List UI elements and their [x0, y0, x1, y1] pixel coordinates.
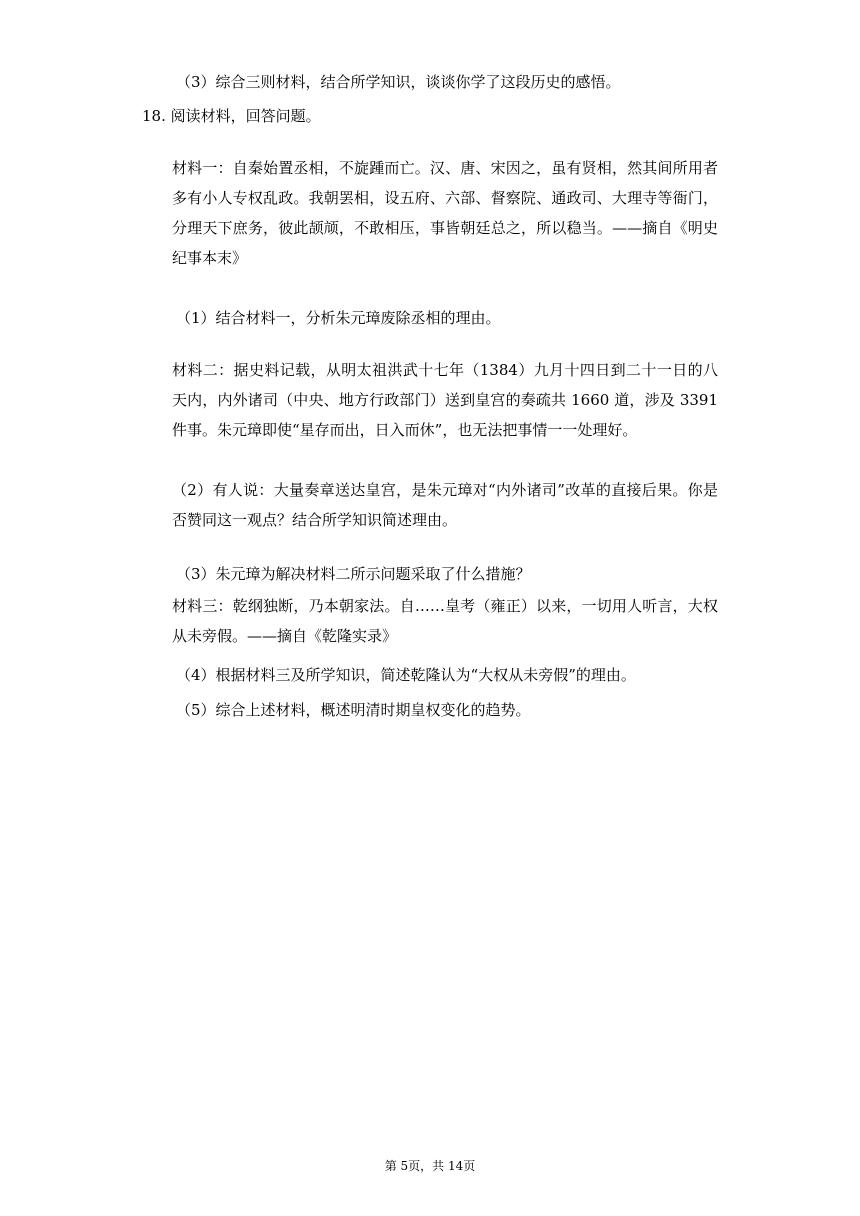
sub-question-3: （3）朱元璋为解决材料二所示问题采取了什么措施？: [176, 565, 531, 583]
page-number-footer: 第 5页，共 14页: [384, 1159, 476, 1173]
sub-question-1: （1）结合材料一，分析朱元璋废除丞相的理由。: [176, 309, 501, 327]
sub-question-5: （5）综合上述材料，概述明清时期皇权变化的趋势。: [176, 701, 531, 719]
material-1-text: 材料一：自秦始置丞相，不旋踵而亡。汉、唐、宋因之，虽有贤相，然其间所用者多有小人专权乱政。我朝罢相，设五府、六部、督察院、通政司、大理寺等衙门，分理天下庶务，彼此颉颃，不敢相压，事皆朝廷总之，所以稳当。——摘自《明史纪事本末》: [172, 159, 718, 267]
question-18-heading: 18. 阅读材料，回答问题。: [142, 107, 321, 125]
previous-question-3: （3）综合三则材料，结合所学知识，谈谈你学了这段历史的感悟。: [176, 73, 621, 91]
sub-question-4: （4）根据材料三及所学知识，简述乾隆认为“大权从未旁假”的理由。: [176, 666, 636, 684]
sub-question-2: （2）有人说：大量奏章送达皇宫，是朱元璋对“内外诸司”改革的直接后果。你是否赞同这一观点？结合所学知识简述理由。: [172, 481, 718, 529]
material-3-text: 材料三：乾纲独断，乃本朝家法。自……皇考（雍正）以来，一切用人听言，大权从未旁假。——摘自《乾隆实录》: [172, 597, 718, 645]
material-2-text: 材料二：据史料记载，从明太祖洪武十七年（1384）九月十四日到二十一日的八天内，内外诸司（中央、地方行政部门）送到皇宫的奏疏共 1660 道，涉及 3391 件事。朱元璋即使“星存而出，日入而休”，也无法把事情一一处理好。: [172, 361, 718, 439]
